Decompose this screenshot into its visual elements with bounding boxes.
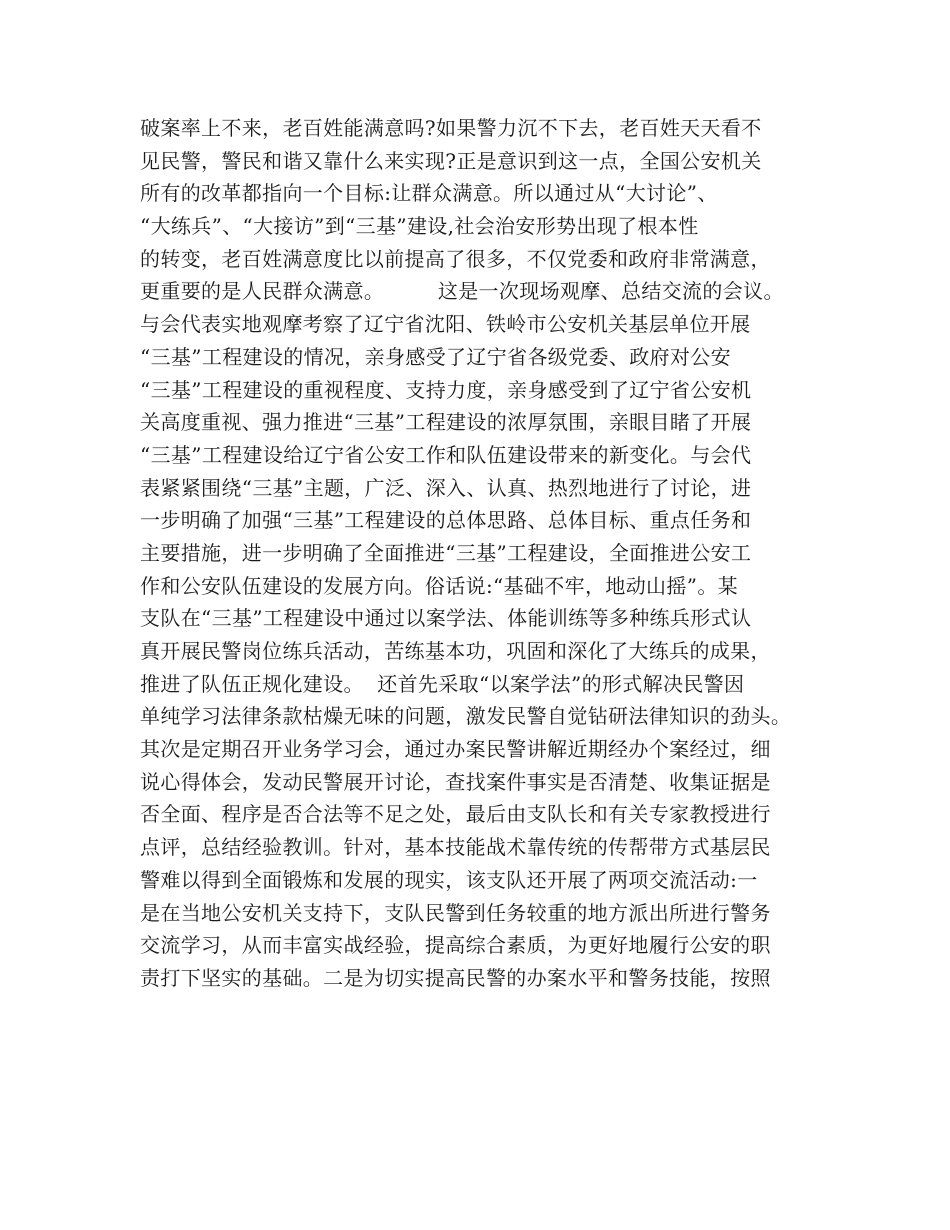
text-line: “三基”工程建设给辽宁省公安工作和队伍建设带来的新变化。与会代 <box>140 442 752 467</box>
text-line: 推进了队伍正规化建设。 还首先采取“以案学法”的形式解决民警因 <box>140 671 745 696</box>
text-line: 更重要的是人民群众满意。 这是一次现场观摩、总结交流的会议。 <box>140 279 784 304</box>
text-line: “大练兵”、“大接访”到“三基”建设,社会治安形势出现了根本性 <box>140 214 699 239</box>
text-line: 是在当地公安机关支持下，支队民警到任务较重的地方派出所进行警务 <box>140 900 771 925</box>
text-line: “三基”工程建设的重视程度、支持力度，亲身感受到了辽宁省公安机 <box>140 377 752 402</box>
text-line: 说心得体会，发动民警展开讨论，查找案件事实是否清楚、收集证据是 <box>140 769 771 794</box>
text-line: 作和公安队伍建设的发展方向。俗话说:“基础不牢，地动山摇”。某 <box>140 573 739 598</box>
text-line: 表紧紧围绕“三基”主题，广泛、深入、认真、热烈地进行了讨论，进 <box>140 475 752 500</box>
text-line: 与会代表实地观摩考察了辽宁省沈阳、铁岭市公安机关基层单位开展 <box>140 312 751 337</box>
text-line: 所有的改革都指向一个目标:让群众满意。所以通过从“大讨论”、 <box>140 181 718 206</box>
text-line: 单纯学习法律条款枯燥无味的问题，激发民警自觉钻研法律知识的劲头。 <box>140 704 792 729</box>
text-line: 其次是定期召开业务学习会，通过办案民警讲解近期经办个案经过，细 <box>140 737 771 762</box>
text-line: 关高度重视、强力推进“三基”工程建设的浓厚氛围，亲眼目睹了开展 <box>140 410 752 435</box>
text-line: 真开展民警岗位练兵活动，苦练基本功，巩固和深化了大练兵的成果， <box>140 639 771 663</box>
body-text <box>140 112 830 995</box>
text-line: 否全面、程序是否合法等不足之处，最后由支队长和有关专家教授进行 <box>140 802 771 827</box>
text-line: 责打下坚实的基础。二是为切实提高民警的办案水平和警务技能，按照 <box>140 965 771 990</box>
text-line: 主要措施，进一步明确了全面推进“三基”工程建设，全面推进公安工 <box>140 540 752 565</box>
text-line: 破案率上不来，老百姓能满意吗?如果警力沉不下去，老百姓天天看不 <box>140 116 762 140</box>
text-line: 点评，总结经验教训。针对，基本技能战术靠传统的传帮带方式基层民 <box>140 835 771 860</box>
text-line: 警难以得到全面锻炼和发展的现实，该支队还开展了两项交流活动:一 <box>140 867 758 892</box>
text-line: 交流学习，从而丰富实战经验，提高综合素质，为更好地履行公安的职 <box>140 933 771 958</box>
text-line: 见民警，警民和谐又靠什么来实现?正是意识到这一点，全国公安机关 <box>140 148 762 173</box>
text-line: 的转变，老百姓满意度比以前提高了很多，不仅党委和政府非常满意， <box>140 246 771 271</box>
text-line: “三基”工程建设的情况，亲身感受了辽宁省各级党委、政府对公安 <box>140 344 731 369</box>
text-line: 支队在“三基”工程建设中通过以案学法、体能训练等多种练兵形式认 <box>140 606 752 631</box>
text-line: 一步明确了加强“三基”工程建设的总体思路、总体目标、重点任务和 <box>140 508 752 533</box>
